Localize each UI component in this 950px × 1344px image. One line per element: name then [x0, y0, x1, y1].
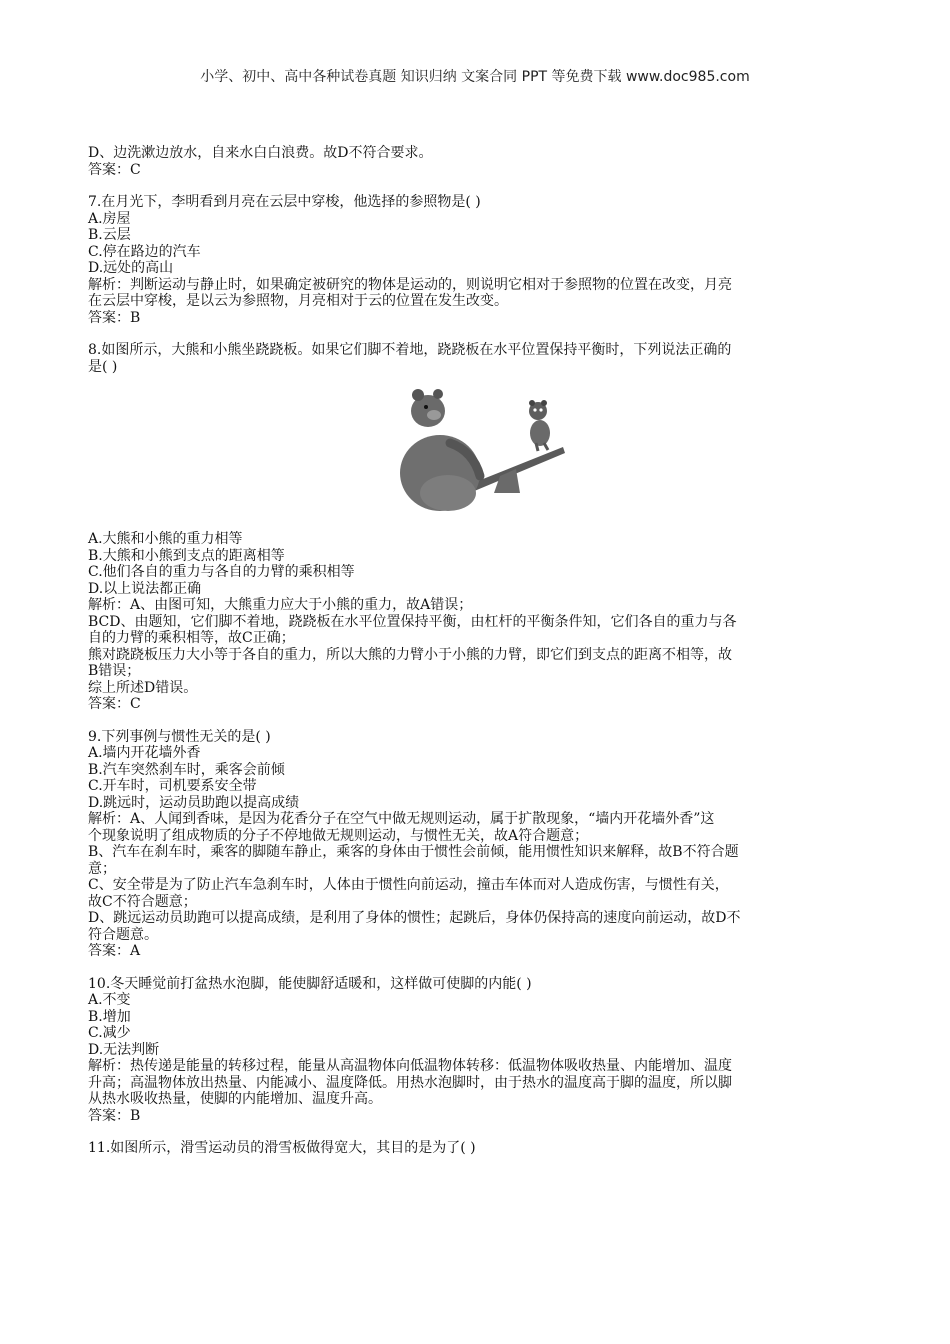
- answer-line: 答案：B: [88, 1107, 141, 1124]
- option-d: D.远处的高山: [88, 260, 174, 276]
- option-b: B.汽车突然刹车时，乘客会前倾: [88, 761, 285, 778]
- option-a: A.不变: [88, 992, 131, 1008]
- question-stem: 7.在月光下，李明看到月亮在云层中穿梭，他选择的参照物是( ): [88, 194, 481, 210]
- question-stem: 11.如图所示，滑雪运动员的滑雪板做得宽大，其目的是为了( ): [88, 1140, 476, 1156]
- analysis-line: 在云层中穿梭，是以云为参照物，月亮相对于云的位置在发生改变。: [88, 293, 508, 309]
- answer-line: 答案：A: [88, 943, 141, 959]
- option-d: D.跳远时，运动员助跑以提高成绩: [88, 794, 300, 811]
- big-bear-legs: [420, 475, 476, 511]
- small-bear-ear: [541, 400, 547, 406]
- big-bear-eye: [424, 405, 428, 409]
- option-b: B.增加: [88, 1008, 131, 1025]
- analysis-line: 解析：判断运动与静止时，如果确定被研究的物体是运动的，则说明它相对于参照物的位置在改变，月亮: [88, 276, 732, 293]
- small-bear-eye: [539, 408, 542, 411]
- option-c: C.停在路边的汽车: [88, 243, 201, 260]
- analysis-line: 解析：热传递是能量的转移过程，能量从高温物体向低温物体转移：低温物体吸收热量、内能增加、温度: [88, 1058, 732, 1074]
- analysis-line: 升高；高温物体放出热量、内能减小、温度降低。用热水泡脚时，由于热水的温度高于脚的温度，所以脚: [88, 1074, 732, 1091]
- question-stem: 9.下列事例与惯性无关的是( ): [88, 728, 271, 745]
- option-d: D.无法判断: [88, 1041, 160, 1058]
- question-9: [88, 729, 864, 960]
- analysis-line: 意；: [88, 860, 116, 877]
- analysis-line: 个现象说明了组成物质的分子不停地做无规则运动，与惯性无关，故A符合题意；: [88, 827, 589, 844]
- option-a: A.房屋: [88, 210, 131, 227]
- small-bear-eye: [533, 408, 536, 411]
- block-previous-answer: [88, 145, 864, 178]
- option-c: C.他们各自的重力与各自的力臂的乘积相等: [88, 564, 355, 580]
- big-bear-ear: [412, 389, 424, 401]
- analysis-line: 自的力臂的乘积相等，故C正确；: [88, 630, 295, 646]
- analysis-line: B、汽车在刹车时，乘客的脚随车静止，乘客的身体由于惯性会前倾，能用惯性知识来解释，故B不符合题: [88, 844, 739, 860]
- question-stem: 10.冬天睡觉前打盆热水泡脚，能使脚舒适暖和，这样做可使脚的内能( ): [88, 975, 532, 992]
- analysis-line: 符合题意。: [88, 926, 158, 943]
- analysis-line: 解析：A、由图可知，大熊重力应大于小熊的重力，故A错误；: [88, 597, 473, 613]
- page-header: 小学、初中、高中各种试卷真题 知识归纳 文案合同 PPT 等免费下载 www.doc985.com: [200, 69, 750, 85]
- option-a: A.大熊和小熊的重力相等: [88, 531, 243, 547]
- seesaw-bears-illustration: [388, 381, 568, 521]
- question-stem: 是( ): [88, 358, 118, 375]
- option-a: A.墙内开花墙外香: [88, 745, 201, 761]
- text-line: D、边洗漱边放水，自来水白白浪费。故D不符合要求。: [88, 145, 433, 161]
- analysis-line: 熊对跷跷板压力大小等于各自的重力，所以大熊的力臂小于小熊的力臂，即它们到支点的距离不相等，故: [88, 646, 732, 663]
- small-bear-body: [530, 420, 550, 446]
- question-7: [88, 194, 864, 326]
- question-10: [88, 976, 864, 1125]
- analysis-line: 故C不符合题意；: [88, 893, 197, 910]
- answer-line: 答案：C: [88, 696, 141, 712]
- question-11: [88, 1140, 864, 1157]
- answer-line: 答案：C: [88, 161, 141, 178]
- analysis-line: B错误；: [88, 663, 141, 679]
- analysis-line: 综上所述D错误。: [88, 679, 198, 696]
- question-8: [88, 342, 864, 713]
- small-bear-ear: [529, 400, 535, 406]
- option-d: D.以上说法都正确: [88, 580, 202, 597]
- big-bear-snout: [427, 410, 441, 420]
- option-b: B.大熊和小熊到支点的距离相等: [88, 547, 285, 564]
- analysis-line: 解析：A、人闻到香味，是因为花香分子在空气中做无规则运动，属于扩散现象，“墙内开花墙外香”这: [88, 811, 715, 827]
- seesaw-bears-figure: [88, 381, 864, 521]
- analysis-line: C、安全带是为了防止汽车急刹车时，人体由于惯性向前运动，撞击车体而对人造成伤害，与惯性有关，: [88, 877, 729, 893]
- analysis-line: BCD、由题知，它们脚不着地，跷跷板在水平位置保持平衡，由杠杆的平衡条件知，它们各自的重力与各: [88, 613, 737, 630]
- big-bear-ear: [433, 389, 443, 399]
- analysis-line: D、跳远运动员助跑可以提高成绩，是利用了身体的惯性；起跳后，身体仍保持高的速度向前运动，故D不: [88, 910, 741, 926]
- analysis-line: 从热水吸收热量，使脚的内能增加、温度升高。: [88, 1091, 382, 1107]
- answer-line: 答案：B: [88, 309, 141, 326]
- option-c: C.减少: [88, 1025, 131, 1041]
- question-stem: 8.如图所示，大熊和小熊坐跷跷板。如果它们脚不着地，跷跷板在水平位置保持平衡时，下列说法正确的: [88, 342, 732, 358]
- option-b: B.云层: [88, 227, 131, 243]
- option-c: C.开车时，司机要系安全带: [88, 778, 257, 794]
- document-body: [88, 145, 864, 1157]
